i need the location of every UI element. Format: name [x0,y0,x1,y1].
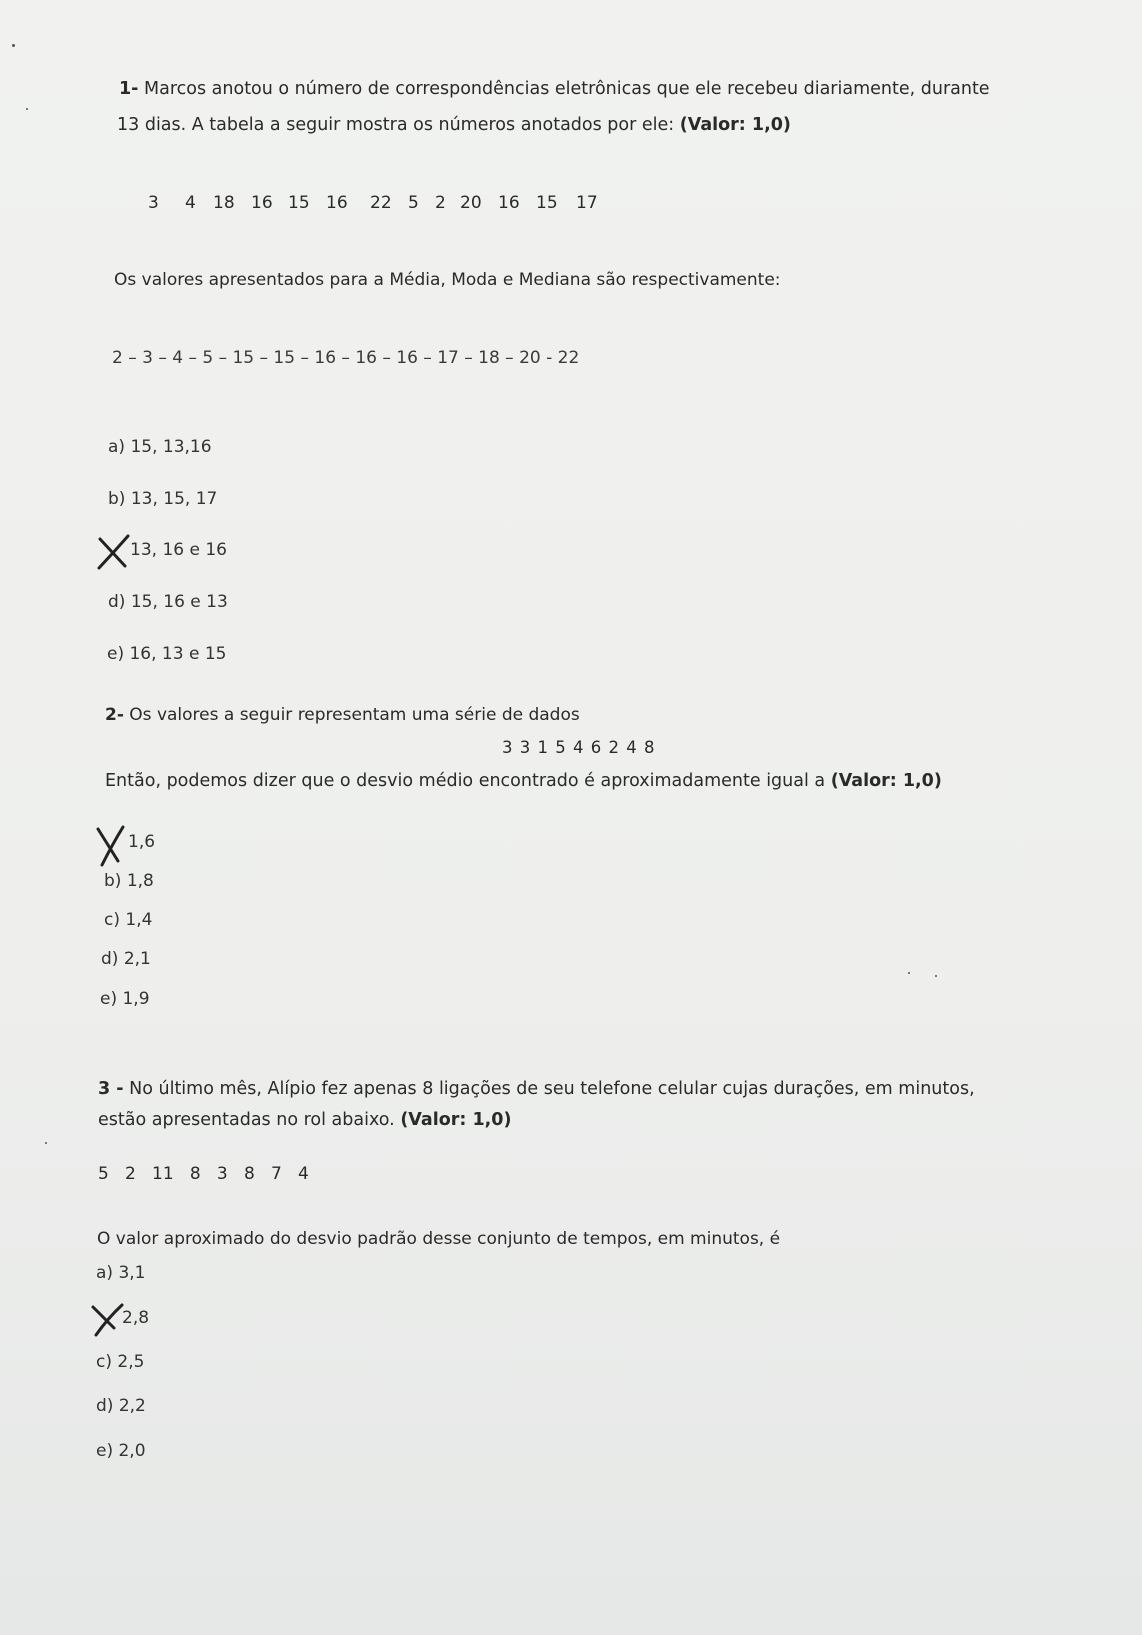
q1-line2 [117,114,791,136]
q1-line2-text: 13 dias. A tabela a seguir mostra os números anotados por ele: [117,115,675,135]
q1-data-value: 16 [251,193,273,213]
q2-number: 2- [105,705,124,725]
q3-value: (Valor: 1,0) [400,1110,512,1130]
q3-option-e[interactable]: e) 2,0 [96,1441,146,1461]
q3-line1-text: No último mês, Alípio fez apenas 8 ligações de seu telefone celular cujas durações, em minutos, [129,1079,975,1099]
q2-question: Então, podemos dizer que o desvio médio encontrado é aproximadamente igual a [105,771,826,791]
q1-option-d[interactable]: d) 15, 16 e 13 [108,592,228,612]
q1-data-value: 5 [408,193,419,213]
q3-cross-mark-icon [90,1302,126,1338]
q1-data-value: 16 [498,193,520,213]
q1-option-b[interactable]: b) 13, 15, 17 [108,489,218,509]
paper-speck [908,972,910,974]
q1-cross-mark-icon [94,532,134,572]
q2-option-a[interactable]: 1,6 [128,832,156,852]
q1-data-value: 22 [370,193,392,213]
q3-line1 [98,1078,975,1100]
q1-data-value: 17 [576,193,598,213]
q3-data-series: 5 2 11 8 3 8 7 4 [98,1164,309,1184]
q1-option-a[interactable]: a) 15, 13,16 [108,437,212,457]
q1-line1 [119,78,990,100]
q2-question-line [105,770,942,792]
q2-option-e[interactable]: e) 1,9 [100,989,150,1009]
paper-speck [26,108,28,110]
q2-option-d[interactable]: d) 2,1 [101,949,151,969]
paper-speck [935,975,937,977]
q1-data-value: 3 [148,193,159,213]
q1-number: 1- [119,79,139,99]
q2-option-b[interactable]: b) 1,8 [104,871,154,891]
q3-option-c[interactable]: c) 2,5 [96,1352,145,1372]
q2-intro: Os valores a seguir representam uma série de dados [129,705,580,725]
q3-option-a[interactable]: a) 3,1 [96,1263,146,1283]
q1-data-value: 4 [185,193,196,213]
q1-line1-text: Marcos anotou o número de correspondências eletrônicas que ele recebeu diariamente, durante [144,79,990,99]
paper-speck [45,1142,47,1144]
q1-data-value: 16 [326,193,348,213]
q1-option-e[interactable]: e) 16, 13 e 15 [107,644,227,664]
q1-sorted-data: 2 – 3 – 4 – 5 – 15 – 15 – 16 – 16 – 16 – 17 – 18 – 20 - 22 [112,348,580,368]
q2-value: (Valor: 1,0) [830,771,942,791]
q2-intro-line [105,704,580,726]
q1-data-value: 20 [460,193,482,213]
q3-line2 [98,1109,511,1131]
q2-option-c[interactable]: c) 1,4 [104,910,153,930]
q2-data-series: 3 3 1 5 4 6 2 4 8 [502,738,656,757]
q1-question: Os valores apresentados para a Média, Moda e Mediana são respectivamente: [114,270,781,290]
q3-line2-text: estão apresentadas no rol abaixo. [98,1110,395,1130]
q3-option-b[interactable]: 2,8 [122,1308,150,1328]
q3-option-d[interactable]: d) 2,2 [96,1396,146,1416]
q1-data-value: 15 [536,193,558,213]
q1-data-value: 2 [435,193,446,213]
q2-cross-mark-icon [94,823,128,867]
q3-number: 3 - [98,1079,124,1099]
q1-data-value: 15 [288,193,310,213]
paper-speck [12,44,15,47]
q1-value: (Valor: 1,0) [679,115,791,135]
q3-question: O valor aproximado do desvio padrão desse conjunto de tempos, em minutos, é [97,1229,781,1249]
q1-data-value: 18 [213,193,235,213]
q1-option-c[interactable]: 13, 16 e 16 [130,540,227,560]
